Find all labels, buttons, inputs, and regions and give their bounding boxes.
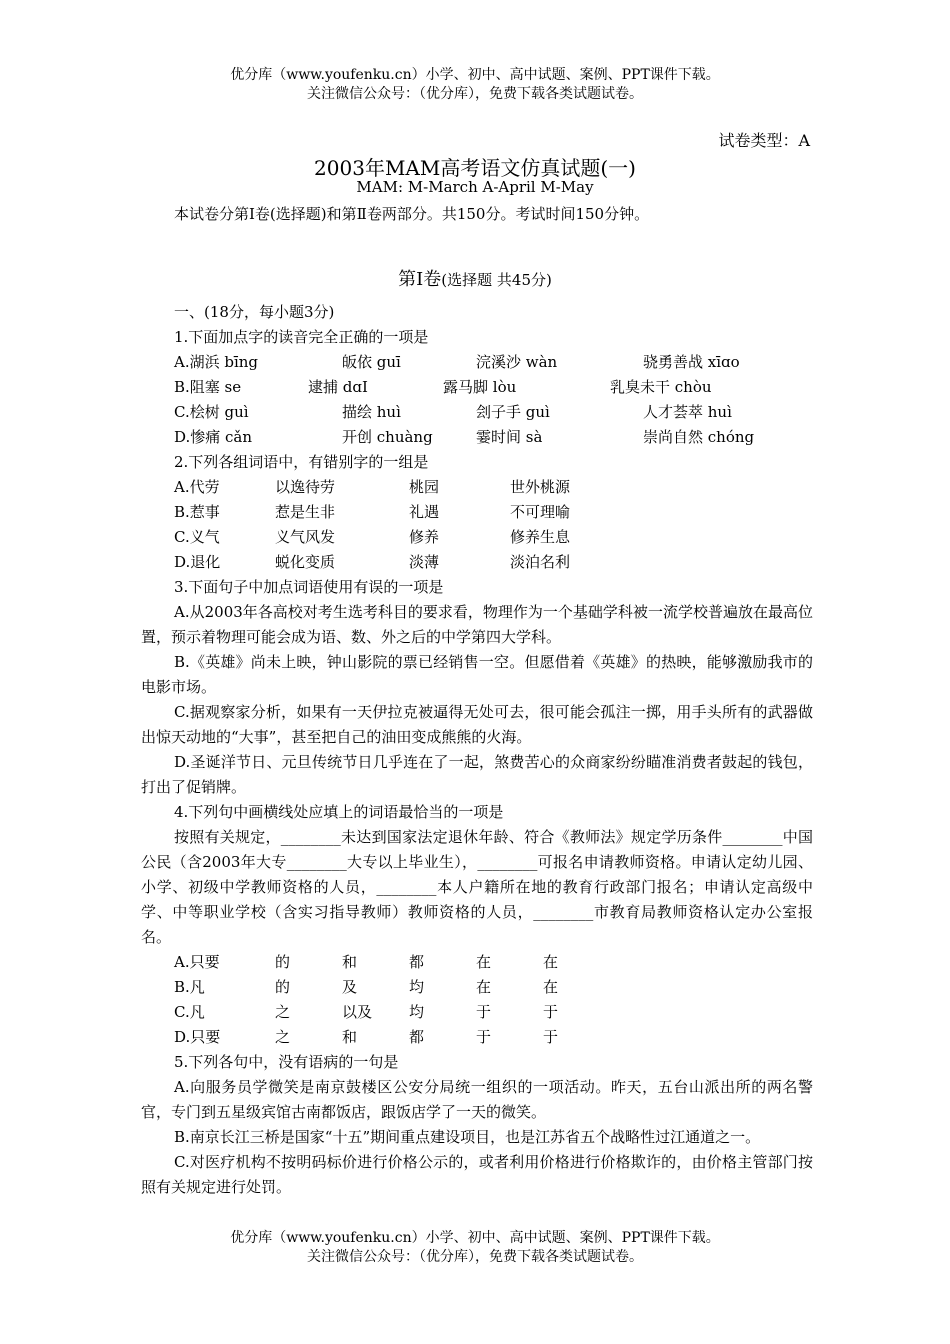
q4-cell: 之 <box>275 1028 291 1046</box>
q4-cell: 在 <box>476 953 492 971</box>
q4-option-b <box>141 975 813 1000</box>
page-header <box>0 66 950 104</box>
questions <box>141 300 813 1200</box>
q1-cell: 露马脚 lòu <box>443 378 517 396</box>
footer-line-2: 关注微信公众号：（优分库），免费下载各类试题试卷。 <box>307 1249 643 1265</box>
q1-option-c <box>141 400 813 425</box>
page-footer <box>0 1229 950 1267</box>
q4-cell: 都 <box>409 953 425 971</box>
q1-cell: 开创 chuàng <box>342 428 433 446</box>
q1-cell: 人才荟萃 huì <box>643 403 732 421</box>
q2-option-c <box>141 525 813 550</box>
q4-cell: 之 <box>275 1003 291 1021</box>
q1-cell: 皈依 guī <box>342 353 401 371</box>
q4-option-a <box>141 950 813 975</box>
q2-cell: 世外桃源 <box>510 478 571 496</box>
q2-cell: C.义气 <box>174 528 220 546</box>
q1-option-a <box>141 350 813 375</box>
q2-cell: 蜕化变质 <box>275 553 336 571</box>
q2-cell: 惹是生非 <box>275 503 336 521</box>
q2-cell: D.退化 <box>174 553 221 571</box>
q4-cell: 于 <box>543 1003 559 1021</box>
exam-title: 2003年MAM高考语文仿真试题(一) <box>314 156 636 180</box>
q1-cell: B.阻塞 se <box>174 378 242 396</box>
q2-cell: 义气风发 <box>275 528 336 546</box>
q4-cell: 于 <box>543 1028 559 1046</box>
q4-cell: 于 <box>476 1003 492 1021</box>
q2-cell: B.惹事 <box>174 503 220 521</box>
q1-cell: 骁勇善战 xīɑo <box>643 353 740 371</box>
q4-cell: 在 <box>476 978 492 996</box>
q2-option-b <box>141 500 813 525</box>
q4-cell: 的 <box>275 978 291 996</box>
q4-cell: A.只要 <box>174 953 220 971</box>
footer-line-1: 优分库（www.youfenku.cn）小学、初中、高中试题、案例、PPT课件下载。 <box>230 1230 720 1246</box>
q4-cell: 均 <box>409 1003 425 1021</box>
q2-cell: 淡泊名利 <box>510 553 571 571</box>
exam-intro: 本试卷分第Ⅰ卷(选择题)和第Ⅱ卷两部分。共150分。考试时间150分钟。 <box>174 205 650 223</box>
q2-cell: A.代劳 <box>174 478 220 496</box>
q4-cell: D.只要 <box>174 1028 221 1046</box>
q4-cell: 于 <box>476 1028 492 1046</box>
header-line-2: 关注微信公众号：（优分库），免费下载各类试题试卷。 <box>307 86 643 102</box>
section-heading <box>0 265 950 291</box>
q1-cell: 刽子手 guì <box>476 403 550 421</box>
q1-cell: 乳臭未干 chòu <box>610 378 712 396</box>
paper-type: 试卷类型：A <box>718 131 810 150</box>
q1-cell: D.惨痛 cǎn <box>174 428 253 446</box>
q3-option-a: A.从2003年各高校对考生选考科目的要求看，物理作为一个基础学科被一流学校普遍放在最高位置，预示着物理可能会成为语、数、外之后的中学第四大学科。 <box>141 603 813 646</box>
q5-option-a: A.向服务员学微笑是南京鼓楼区公安分局统一组织的一项活动。昨天，五台山派出所的两名警官，专门到五星级宾馆古南都饭店，跟饭店学了一天的微笑。 <box>141 1078 813 1121</box>
q4-option-d <box>141 1025 813 1050</box>
q2-stem: 2.下列各组词语中，有错别字的一组是 <box>174 453 429 471</box>
q4-cell: 均 <box>409 978 425 996</box>
q2-cell: 修养 <box>409 528 440 546</box>
q4-cell: 和 <box>342 1028 358 1046</box>
section-main: 第Ⅰ卷 <box>398 269 442 290</box>
q4-option-c <box>141 1000 813 1025</box>
q3-option-d: D.圣诞洋节日、元旦传统节日几乎连在了一起，煞费苦心的众商家纷纷瞄准消费者鼓起的钱包，打出了促销牌。 <box>141 753 813 796</box>
q4-cell: 在 <box>543 953 559 971</box>
q3-stem: 3.下面句子中加点词语使用有误的一项是 <box>174 578 444 596</box>
q1-stem: 1.下面加点字的读音完全正确的一项是 <box>174 328 429 346</box>
q1-cell: C.桧树 guì <box>174 403 249 421</box>
q1-cell: 霎时间 sà <box>476 428 543 446</box>
q4-cell: C.凡 <box>174 1003 205 1021</box>
part-heading: 一、(18分，每小题3分) <box>174 303 335 321</box>
exam-subtitle: MAM: M-March A-April M-May <box>356 178 594 196</box>
q4-cell: B.凡 <box>174 978 205 996</box>
q4-cell: 的 <box>275 953 291 971</box>
q5-option-c: C.对医疗机构不按明码标价进行价格公示的，或者利用价格进行价格欺诈的，由价格主管部门按照有关规定进行处罚。 <box>141 1153 813 1196</box>
q4-cell: 以及 <box>342 1003 373 1021</box>
q1-cell: 逮捕 dɑI <box>308 378 368 396</box>
q4-cell: 及 <box>342 978 358 996</box>
q2-cell: 不可理喻 <box>510 503 571 521</box>
q1-option-b <box>141 375 813 400</box>
q1-option-d <box>141 425 813 450</box>
q2-cell: 修养生息 <box>510 528 571 546</box>
section-rest: (选择题 共45分) <box>441 271 552 289</box>
q5-option-b: B.南京长江三桥是国家“十五”期间重点建设项目，也是江苏省五个战略性过江通道之一。 <box>174 1128 761 1146</box>
q1-cell: A.湖浜 bīng <box>174 353 259 371</box>
q1-cell: 描绘 huì <box>342 403 401 421</box>
q1-cell: 浣溪沙 wàn <box>476 353 558 371</box>
q1-cell: 崇尚自然 chóng <box>643 428 755 446</box>
q2-option-a <box>141 475 813 500</box>
q5-stem: 5.下列各句中，没有语病的一句是 <box>174 1053 399 1071</box>
q2-cell: 淡薄 <box>409 553 440 571</box>
q4-passage: 按照有关规定，________未达到国家法定退休年龄、符合《教师法》规定学历条件________中国公民（含2003年大专________大专以上毕业生），________可报名申请教师资格。申请认定幼儿园、小学、初级中学教师资格的人员，________本人户籍所在地的教育行政部门报名；申请认定高级中学、中等职业学校（含实习指导教师）教师资格的人员，________市教育局教师资格认定办公室报名。 <box>141 828 813 946</box>
q4-cell: 和 <box>342 953 358 971</box>
q2-cell: 以逸待劳 <box>275 478 336 496</box>
q4-stem: 4.下列句中画横线处应填上的词语最恰当的一项是 <box>174 803 504 821</box>
q4-cell: 都 <box>409 1028 425 1046</box>
q3-option-c: C.据观察家分析，如果有一天伊拉克被逼得无处可去，很可能会孤注一掷，用手头所有的武器做出惊天动地的“大事”，甚至把自己的油田变成熊熊的火海。 <box>141 703 813 746</box>
q4-cell: 在 <box>543 978 559 996</box>
q2-option-d <box>141 550 813 575</box>
header-line-1: 优分库（www.youfenku.cn）小学、初中、高中试题、案例、PPT课件下载。 <box>230 67 720 83</box>
q3-option-b: B.《英雄》尚未上映，钟山影院的票已经销售一空。但愿借着《英雄》的热映，能够激励我市的电影市场。 <box>141 653 813 696</box>
q2-cell: 礼遇 <box>409 503 440 521</box>
q2-cell: 桃园 <box>409 478 440 496</box>
